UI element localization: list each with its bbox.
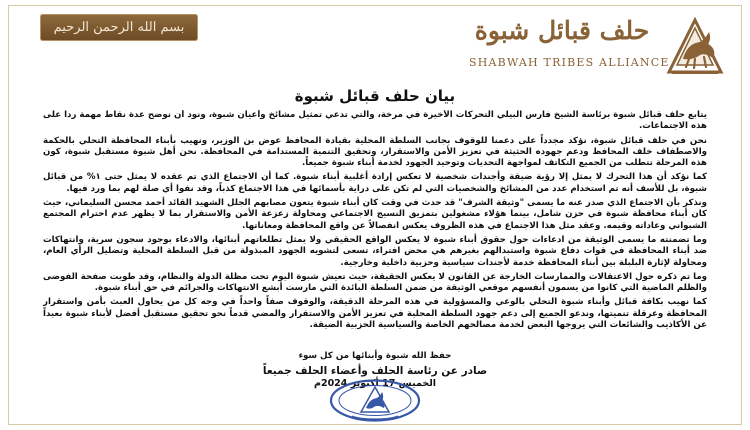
statement-paragraph-1: يتابع حلف قبائل شبوة برئاسة الشيخ فارس البيلي التحركات الأخيرة في مرخة، والتي تدعي تمثيل مشائخ وأعيان شبوة، ونود أن نوضح عدة نقاط مهمة رداً على هذه الاجتماعات. xyxy=(43,110,707,132)
document-header xyxy=(18,9,732,81)
statement-paragraph-7: كما نهيب بكافة قبائل وأبناء شبوة التحلي بالوعي والمسؤولية في هذه المرحلة الدقيقة، والوقوف صفاً واحداً في وجه كل من يحاول العبث بأمن واستقرار المحافظة وعرقلة تنميتها، وندعو الجميع إلى دعم جهود السلطة المحلية في تعزيز الأمن والاستقرار والمضي قدماً نحو تحقيق مستقبل أفضل لأبناء شبوة بعيداً عن الأكاذيب والشائعات التي يروجها البعض لخدمة مصالحهم الخاصة والسياسية الحزبية الضيقة. xyxy=(43,297,707,331)
statement-paragraph-2: نحن في حلف قبائل شبوة، نؤكد مجدداً على دعمنا للوقوف بجانب السلطة المحلية بقيادة المحافظ عوض بن الوزير، ونهيب بأبناء المحافظة التحلي بالحكمة والاصطفاف خلف المحافظ ودعم جهوده الحثيثة في تعزيز الأمن والاستقرار، وتحقيق التنمية المستدامة في المحافظة. نحن أهل شبوة مستقبل شبوة، كون هذه المرحلة تتطلب من الجميع التكاتف لمواجهة التحديات وتوحيد الجهود لخدمة أبناء شبوة جميعاً. xyxy=(43,135,707,169)
alliance-seal-icon xyxy=(322,377,428,424)
basmala-banner: بسم الله الرحمن الرحيم xyxy=(40,14,198,41)
statement-date: الخميس 17 أكتوبر 2024م xyxy=(313,378,437,389)
tribal-emblem-icon xyxy=(663,17,727,75)
statement-body xyxy=(43,110,707,354)
statement-title: بيان حلف قبائل شبوة xyxy=(294,87,456,105)
alliance-logo xyxy=(459,11,727,81)
logo-arabic-text: حلف قبائل شبوة xyxy=(474,16,650,45)
statement-paragraph-3: كما نؤكد أن هذا التحرك لا يمثل إلا رؤية ضيقة وأجندات شخصية لا تعكس إرادة أغلبية أبناء شبوة. كما أن الاجتماع الذي تم عقده لا يمثل حتى ١% من قبائل شبوة، بل للأسف أنه تم استخدام عدد من المشائخ والشخصيات التي لم تكن على دراية بأسمائها في هذا الاجتماع كذباً، وقد نفوا أي صلة لهم بما ورد فيها. xyxy=(43,172,707,194)
statement-paragraph-5: وما تضمنته ما يسمى الوثيقة من ادعاءات حول حقوق أبناء شبوة لا يعكس الواقع الحقيقي ولا يمثل تطلعاتهم أبنائها، والادعاء بوجود سجون سرية، وانتهاكات ضد أبناء المحافظة في قوات دفاع شبوة واستبدالهم بغيرهم هي محض افتراء، تسعى لتشويه الجهود المبذولة من قبل السلطة المحلية وتضليل الرأي العام، ومحاولة لإثارة البلبلة بين أبناء المحافظة خدمة لأجندات سياسية وحزبية داخلية وخارجية. xyxy=(43,234,707,268)
issuer-line: صادر عن رئاسة الحلف وأعضاء الحلف جميعاً xyxy=(262,365,488,377)
statement-paragraph-4: ونذكر بأن الاجتماع الذي صدر عنه ما يسمى "وثيقة الشرف" قد حدث في وقت كان أبناء شبوة يتعون مصابهم الجلل الشهيد القائد أحمد محسن السليماني، حيث كان أبناء محافظة شبوة في حزن شامل، بينما هؤلاء مشغولين بتمزيق النسيج الاجتماعي ومحاولة زعزعة الأمن والاستقرار بما لا يظهر عدم احترام المجتمع الشبواني وعاداته وقيمه. وعقد مثل هذا الاجتماع في هذه الظروف يعكس انفصالاً عن واقع المحافظة ومعاناتها. xyxy=(43,198,707,231)
logo-english-text: SHABWAH TRIBES ALLIANCE xyxy=(469,56,670,69)
statement-paragraph-6: وما تم ذكره حول الاعتقالات والممارسات الخارجة عن القانون لا يعكس الحقيقة، حيث تعيش شبوة اليوم تحت مظلة الدولة والنظام، وقد طويت صفحة الفوضى والظلم الماضية التي كانوا من يسمون أنفسهم موقعي الوثيقة من ضمن السلطة البائدة التي مارست أبشع الانتهاكات والجرائم في حق أبناء شبوة. xyxy=(43,271,707,294)
closing-prayer: حفظ الله شبوة وأبنائها من كل سوء xyxy=(298,351,452,361)
